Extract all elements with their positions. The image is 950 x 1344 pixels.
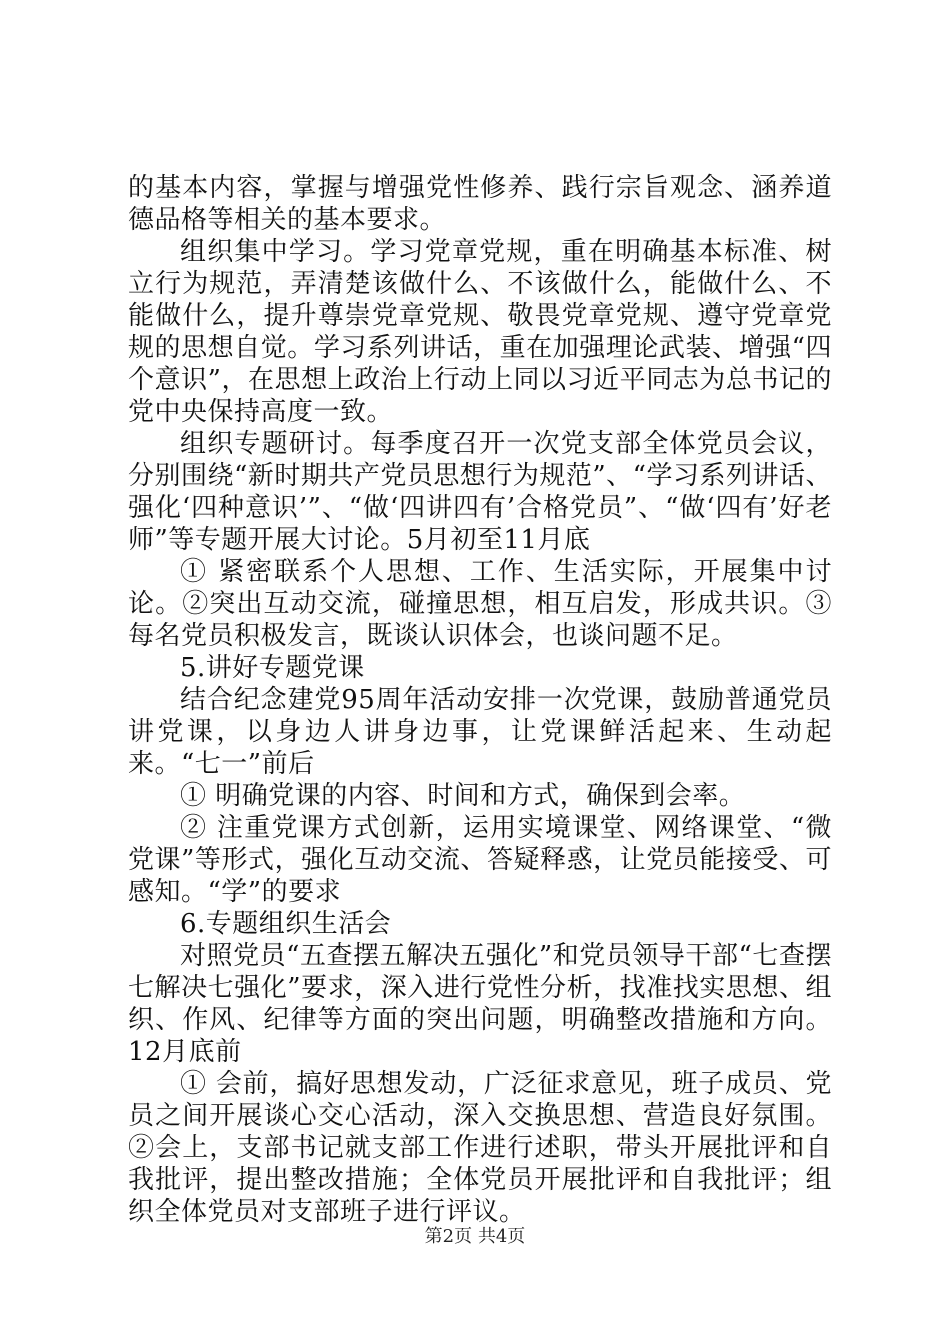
- section-heading-party-lecture: 5.讲好专题党课: [180, 653, 365, 683]
- paragraph-meeting-procedure: ① 会前，搞好思想发动，广泛征求意见，班子成员、党员之间开展谈心交心活动，深入交换思想、营造良好氛围。②会上，支部书记就支部工作进行述职，带头开展批评和自我批评，提出整改措施；全体党员开展批评和自我批评；组织全体党员对支部班子进行评议。: [128, 1069, 832, 1227]
- paragraph-seminar-requirements: ① 紧密联系个人思想、工作、生活实际，开展集中讨论。②突出互动交流，碰撞思想，相互启发，形成共识。③每名党员积极发言，既谈认识体会，也谈问题不足。: [128, 557, 832, 651]
- paragraph-party-lecture: 结合纪念建党95周年活动安排一次党课，鼓励普通党员讲党课，以身边人讲身边事，让党课鲜活起来、生动起来。“七一”前后: [128, 685, 832, 779]
- paragraph-life-meeting: 对照党员“五查摆五解决五强化”和党员领导干部“七查摆七解决七强化”要求，深入进行党性分析，找准找实思想、组织、作风、纪律等方面的突出问题，明确整改措施和方向。12月底前: [128, 941, 832, 1067]
- paragraph-special-seminar: 组织专题研讨。每季度召开一次党支部全体党员会议，分别围绕“新时期共产党员思想行为规范”、“学习系列讲话、强化‘四种意识’”、“做‘四讲四有’合格党员”、“做‘四有’好老师”等专题开展大讨论。5月初至11月底: [128, 429, 832, 555]
- paragraph-lecture-item-2: ② 注重党课方式创新，运用实境课堂、网络课堂、“微党课”等形式，强化互动交流、答疑释惑，让党员能接受、可感知。“学”的要求: [128, 813, 832, 907]
- paragraph-continuation: 的基本内容，掌握与增强党性修养、践行宗旨观念、涵养道德品格等相关的基本要求。: [128, 173, 832, 235]
- paragraph-lecture-item-1: ① 明确党课的内容、时间和方式，确保到会率。: [180, 781, 746, 811]
- document-body: [128, 172, 832, 1228]
- paragraph-centralized-study: 组织集中学习。学习党章党规，重在明确基本标准、树立行为规范，弄清楚该做什么、不该做什么，能做什么、不能做什么，提升尊崇党章党规、敬畏党章党规、遵守党章党规的思想自觉。学习系列讲话，重在加强理论武装、增强“四个意识”，在思想上政治上行动上同以习近平同志为总书记的党中央保持高度一致。: [128, 237, 832, 427]
- section-heading-life-meeting: 6.专题组织生活会: [180, 909, 392, 939]
- page-number-footer: 第2页 共4页: [424, 1226, 526, 1247]
